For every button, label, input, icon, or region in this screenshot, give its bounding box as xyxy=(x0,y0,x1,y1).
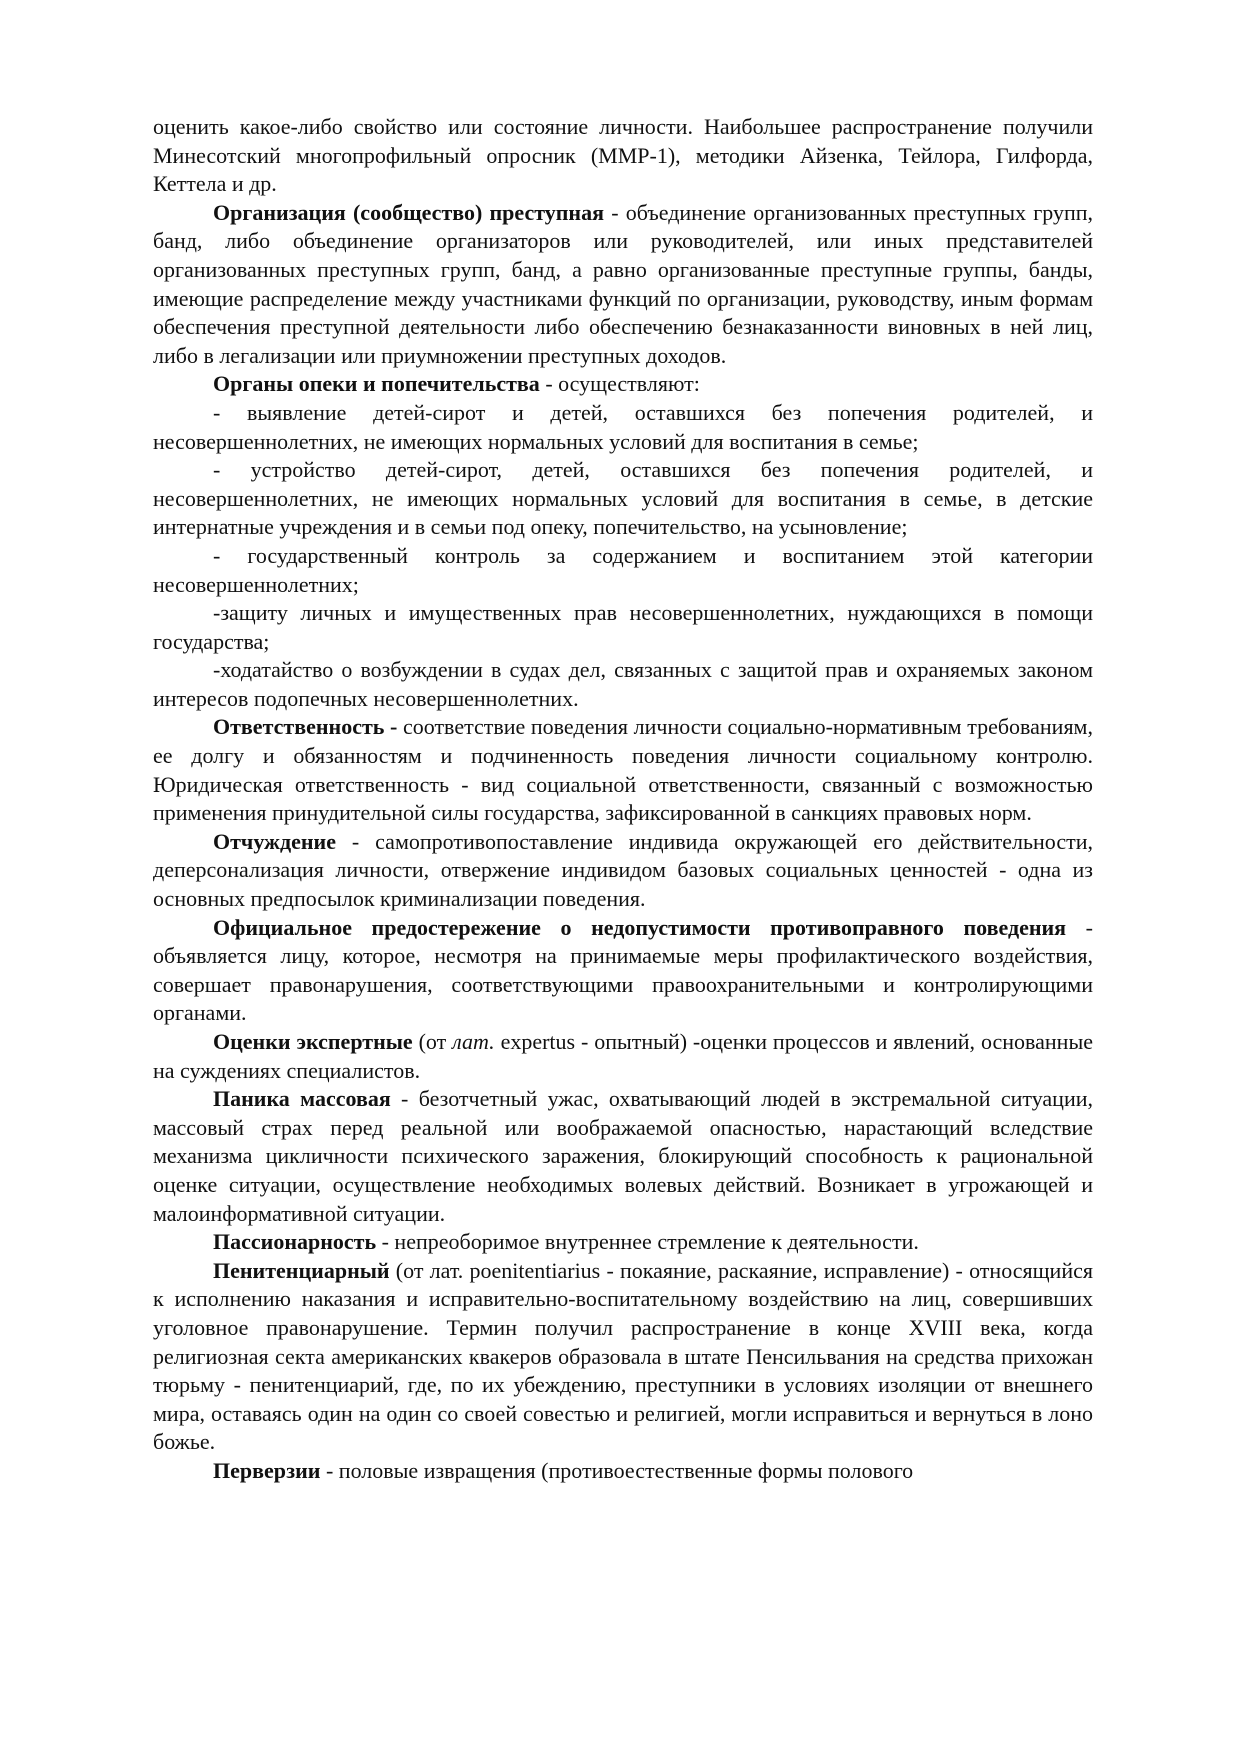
paragraph-text: - объединение организованных преступных групп, банд, либо объединение организаторов или руководителей, или иных представителей организованных преступных групп, банд, а равно организованные преступные группы, банды, имеющие распределение между участниками функций по организации, руководству, иным формам обеспечения преступной деятельности либо обеспечению безнаказанности виновных в ней лиц, либо в легализации или приумножении преступных доходов. xyxy=(153,199,1094,368)
paragraph xyxy=(153,1257,1093,1457)
paragraph-text: - устройство детей-сирот, детей, оставшихся без попечения родителей, и несовершеннолетних, не имеющих нормальных условий для воспитания в семье, в детские интернатные учреждения и в семьи под опеку, попечительство, на усыновление; xyxy=(153,457,1093,540)
term-heading: Паника массовая xyxy=(213,1086,391,1112)
term-heading: Пассионарность xyxy=(213,1229,377,1255)
term-heading: Отчуждение xyxy=(213,828,336,854)
paragraph xyxy=(153,599,1093,656)
paragraph-text: - выявление детей-сирот и детей, оставшихся без попечения родителей, и несовершеннолетних, не имеющих нормальных условий для воспитания в семье; xyxy=(153,399,1093,454)
paragraph-text: -ходатайство о возбуждении в судах дел, связанных с защитой прав и охраняемых законом интересов подопечных несовершеннолетних. xyxy=(153,657,1093,711)
paragraph xyxy=(153,399,1093,456)
paragraph-text: -защиту личных и имущественных прав несовершеннолетних, нуждающихся в помощи государства; xyxy=(153,600,1093,654)
paragraph xyxy=(153,914,1093,1028)
paragraph xyxy=(153,828,1093,914)
paragraph-text: (от xyxy=(412,1029,453,1054)
paragraph xyxy=(153,370,1093,399)
paragraph xyxy=(153,542,1093,599)
paragraph-text: соответствие поведения личности социально-нормативным требованиям, ее долгу и обязанностям и подчиненность поведения личности социальному контролю. Юридическая ответственность - вид социальной ответственности, связанный с возможностью применения принудительной силы государства, зафиксированной в санкциях правовых норм. xyxy=(153,714,1093,826)
paragraph-text: оценить какое-либо свойство или состояние личности. Наибольшее распространение получили Минесотский многопрофильный опросник (ММР-1), методики Айзенка, Тейлора, Гилфорда, Кеттела и др. xyxy=(153,114,1093,197)
document-page xyxy=(153,113,1093,1486)
paragraph-text: (от лат. poenitentiarius - покаяние, раскаяние, исправление) - относящийся к исполнению наказания и исправительно-воспитательному воздействию на лиц, совершивших уголовное правонарушение. Термин получил распространение в конце XVIII века, когда религиозная секта американских квакеров образовала в штате Пенсильвания на средства прихожан тюрьму - пенитенциарий, где, по их убеждению, преступники в условиях изоляции от внешнего мира, оставаясь один на один со своей совестью и религией, могли исправиться и вернуться в лоно божье. xyxy=(153,1257,1093,1455)
italic-text: лат. xyxy=(452,1029,495,1054)
term-heading: Официальное предостережение о недопустимости противоправного поведения xyxy=(213,914,1067,940)
paragraph-text: - безотчетный ужас, охватывающий людей в экстремальной ситуации, массовый страх перед реальной или воображаемой опасностью, нарастающий вследствие механизма цикличности психического заражения, блокирующий способность к рациональной оценке ситуации, осуществление необходимых волевых действий. Возникает в угрожающей и малоинформативной ситуации. xyxy=(153,1086,1093,1226)
paragraph xyxy=(153,113,1093,199)
paragraph-text: - непреоборимое внутреннее стремление к деятельности. xyxy=(376,1229,919,1255)
paragraph xyxy=(153,456,1093,542)
paragraph xyxy=(153,199,1093,371)
term-heading: Оценки экспертные xyxy=(213,1029,413,1054)
paragraph-text: expertus - опытный) -оценки процессов и явлений, основанные на суждениях специалистов. xyxy=(153,1029,1093,1083)
term-heading: Ответственность - xyxy=(213,714,403,740)
paragraph-text: - осуществляют: xyxy=(539,371,700,397)
paragraph-text: - объявляется лицу, которое, несмотря на принимаемые меры профилактического воздействия, совершает правонарушения, соответствующими правоохранительными и контролирующими органами. xyxy=(153,914,1093,1026)
paragraph-text: - половые извращения (противоестественные формы полового xyxy=(320,1457,914,1483)
term-heading: Пенитенциарный xyxy=(213,1257,390,1283)
paragraph-text: - самопротивопоставление индивида окружающей его действительности, деперсонализация личности, отвержение индивидом базовых социальных ценностей - одна из основных предпосылок криминализации поведения. xyxy=(153,828,1093,912)
paragraph-text: - государственный контроль за содержанием и воспитанием этой категории несовершеннолетних; xyxy=(153,542,1093,597)
term-heading: Перверзии xyxy=(213,1457,321,1483)
term-heading: Органы опеки и попечительства xyxy=(213,371,540,397)
paragraph xyxy=(153,656,1093,713)
paragraph xyxy=(153,1028,1093,1085)
paragraph xyxy=(153,1085,1093,1228)
paragraph xyxy=(153,713,1093,827)
term-heading: Организация (сообщество) преступная xyxy=(213,199,604,225)
paragraph xyxy=(153,1228,1093,1257)
paragraph xyxy=(153,1457,1093,1486)
